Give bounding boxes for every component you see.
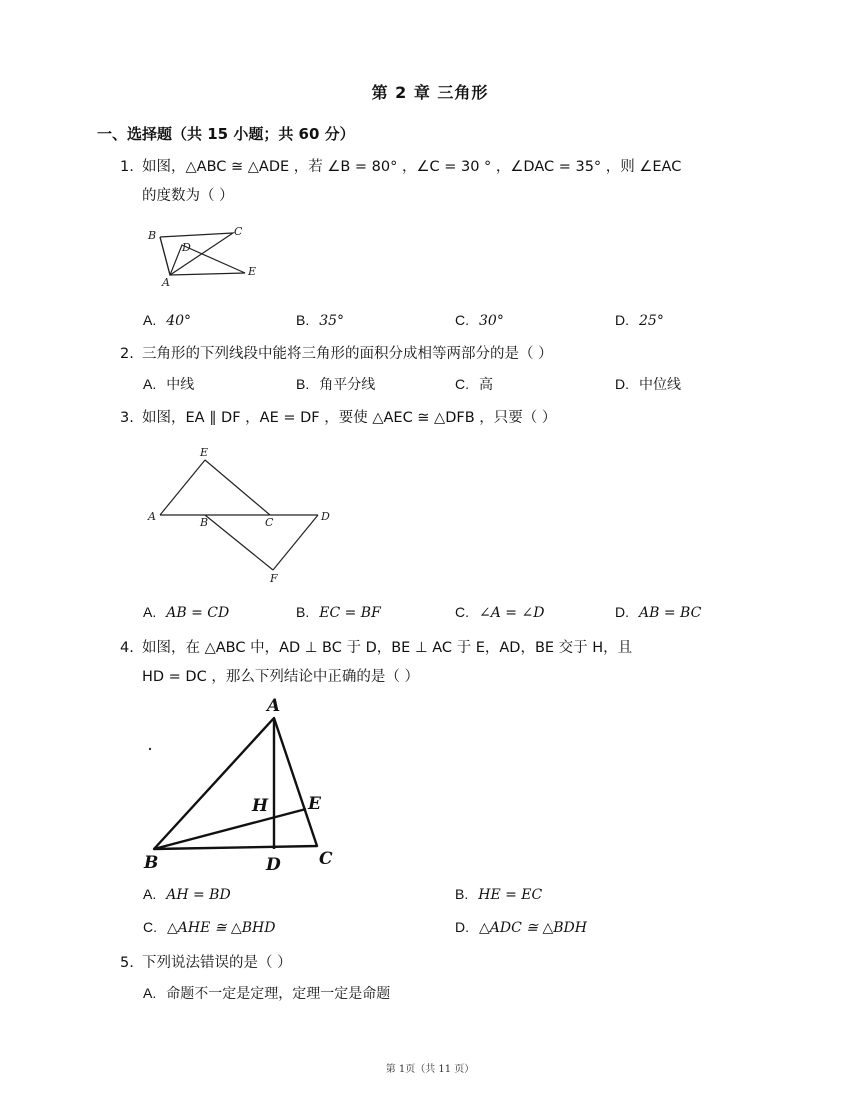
- q2-option-b[interactable]: [296, 374, 375, 394]
- q1-option-d[interactable]: [615, 312, 664, 329]
- fig4-label-e: E: [308, 794, 321, 814]
- q2-option-c-text: 高: [479, 377, 493, 393]
- q5-option-a[interactable]: [143, 983, 390, 1003]
- q3-option-c[interactable]: [455, 604, 544, 621]
- q3-option-a[interactable]: [143, 604, 229, 621]
- q1-option-b[interactable]: [296, 312, 344, 329]
- q1-option-d-label: D.: [615, 312, 629, 328]
- q4-option-b-label: B.: [455, 886, 469, 902]
- q3-option-a-text: AB = CD: [166, 605, 230, 621]
- q4-option-d[interactable]: [455, 919, 587, 936]
- fig1-label-b: B: [148, 229, 157, 242]
- fig1-label-d: D: [182, 241, 191, 254]
- question-1-text-cont: 的度数为（ ）: [142, 188, 234, 204]
- q4-option-c-label: C.: [143, 919, 157, 935]
- question-4-text: 如图，在 △ABC 中，AD ⊥ BC 于 D，BE ⊥ AC 于 E，AD，BE 交于 H，且: [142, 640, 633, 656]
- q5-option-a-label: A.: [143, 985, 157, 1001]
- question-3-figure: [140, 440, 350, 585]
- fig4-label-b: B: [144, 853, 159, 873]
- question-1-figure: [140, 220, 270, 295]
- q1-option-a-label: A.: [143, 312, 157, 328]
- question-5-number: 5.: [120, 955, 134, 971]
- question-2-number: 2.: [120, 346, 134, 362]
- q4-option-b-text: HE = EC: [478, 887, 543, 903]
- fig3-label-f: F: [270, 572, 278, 585]
- fig3-label-c: C: [265, 516, 274, 529]
- fig3-label-b: B: [200, 516, 209, 529]
- q4-option-d-label: D.: [455, 919, 469, 935]
- q3-option-c-text: ∠A = ∠D: [479, 605, 545, 621]
- q1-option-b-text: 35°: [319, 313, 345, 329]
- question-2-text: 三角形的下列线段中能将三角形的面积分成相等两部分的是（ ）: [142, 346, 553, 362]
- q3-option-d-text: AB = BC: [639, 605, 702, 621]
- q3-option-d-label: D.: [615, 604, 629, 620]
- q2-option-d-text: 中位线: [639, 377, 681, 393]
- q4-option-b[interactable]: [455, 886, 542, 903]
- q5-option-a-text: 命题不一定是定理，定理一定是命题: [166, 986, 391, 1002]
- q2-option-b-label: B.: [296, 376, 310, 392]
- q1-option-c-text: 30°: [479, 313, 504, 329]
- q3-option-d[interactable]: [615, 604, 701, 621]
- fig1-label-c: C: [234, 225, 243, 238]
- q4-option-c[interactable]: [143, 919, 275, 936]
- question-1-text: 如图，△ABC ≅ △ADE ，若 ∠B = 80° ，∠C = 30 ° ，∠DAC = 35° ，则 ∠EAC: [142, 159, 682, 175]
- fig4-speck: [149, 748, 151, 750]
- q2-option-a-label: A.: [143, 376, 157, 392]
- question-3-text: 如图，EA ∥ DF ，AE = DF ，要使 △AEC ≅ △DFB ，只要（ ）: [142, 410, 557, 426]
- fig4-label-c: C: [319, 849, 333, 869]
- q3-option-c-label: C.: [455, 604, 469, 620]
- q4-option-a-text: AH = BD: [166, 887, 231, 903]
- question-3-number: 3.: [120, 410, 134, 426]
- fig4-label-h: H: [252, 796, 269, 816]
- q2-option-a-text: 中线: [166, 377, 195, 393]
- page-title: 第 2 章 三角形: [371, 83, 489, 102]
- q3-option-b-text: EC = BF: [319, 605, 381, 621]
- q2-option-c-label: C.: [455, 376, 469, 392]
- fig1-label-e: E: [248, 265, 257, 278]
- question-4-number: 4.: [120, 640, 134, 656]
- q3-option-b-label: B.: [296, 604, 310, 620]
- question-4-figure: [130, 692, 360, 874]
- q2-option-c[interactable]: [455, 374, 493, 394]
- question-4-text-cont: HD = DC ，那么下列结论中正确的是（ ）: [142, 669, 419, 685]
- q2-option-d[interactable]: [615, 374, 681, 394]
- fig3-label-a: A: [148, 510, 156, 523]
- fig4-label-a: A: [267, 696, 281, 716]
- q3-option-b[interactable]: [296, 604, 381, 621]
- q3-option-a-label: A.: [143, 604, 157, 620]
- q2-option-b-text: 角平分线: [319, 377, 376, 393]
- q1-option-a[interactable]: [143, 312, 191, 329]
- q1-option-d-text: 25°: [639, 313, 664, 329]
- q4-option-a-label: A.: [143, 886, 157, 902]
- q1-option-a-text: 40°: [166, 313, 192, 329]
- fig3-label-d: D: [321, 510, 330, 523]
- fig1-label-a: A: [162, 276, 170, 289]
- section-heading: 一、选择题（共 15 小题；共 60 分）: [97, 125, 355, 143]
- q1-option-c-label: C.: [455, 312, 469, 328]
- q2-option-d-label: D.: [615, 376, 629, 392]
- q4-option-a[interactable]: [143, 886, 231, 903]
- question-1-number: 1.: [120, 159, 134, 175]
- question-5-text: 下列说法错误的是（ ）: [142, 955, 292, 971]
- q4-option-c-text: △AHE ≅ △BHD: [167, 920, 276, 936]
- q2-option-a[interactable]: [143, 374, 194, 394]
- fig3-label-e: E: [200, 446, 209, 459]
- page-footer: 第 1页（共 11 页）: [385, 1064, 475, 1075]
- q1-option-c[interactable]: [455, 312, 504, 329]
- q4-option-d-text: △ADC ≅ △BDH: [479, 920, 587, 936]
- fig4-label-d: D: [266, 855, 281, 874]
- q1-option-b-label: B.: [296, 312, 310, 328]
